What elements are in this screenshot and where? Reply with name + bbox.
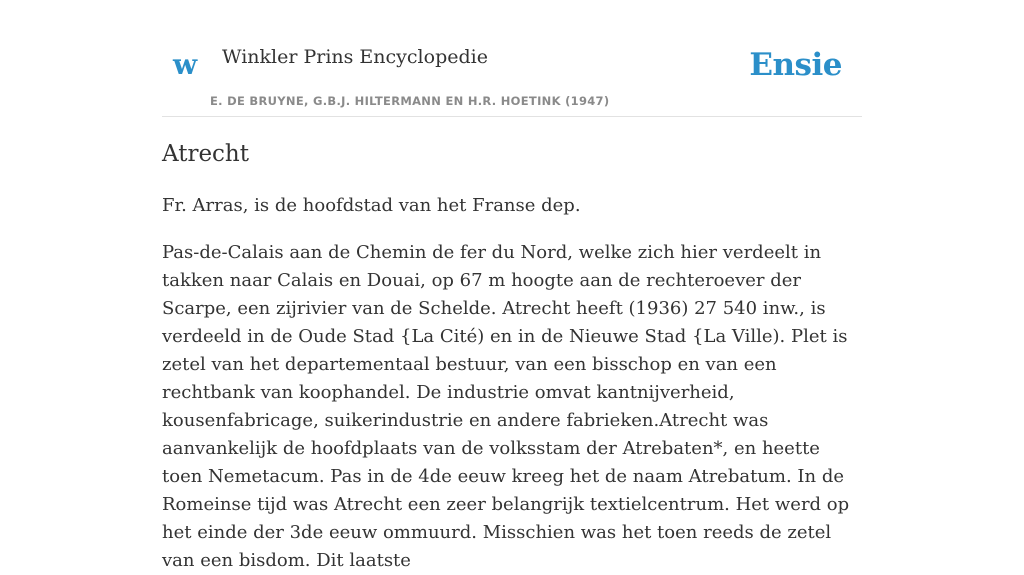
article-title: Atrecht <box>162 141 249 167</box>
article-paragraph: Fr. Arras, is de hoofdstad van het Franse dep. <box>162 195 581 216</box>
ensie-logo[interactable]: Ensie <box>749 47 842 83</box>
article-paragraph: Pas-de-Calais aan de Chemin de fer du Nord, welke zich hier verdeelt in takken naar Calais en Douai, op 67 m hoogte aan de rechteroever der Scarpe, een zijrivier van de Schelde. Atrecht heeft (1936) 27 540 inw., is verdeeld in de Oude Stad {La Cité) en in de Nieuwe Stad {La Ville). Plet is zetel van het departementaal bestuur, van een bisschop en van een rechtbank van koophandel. De industrie omvat kantnijverheid, kousenfabricage, suikerindustrie en andere fabrieken.Atrecht was aanvankelijk de hoofdplaats van de volksstam der Atrebaten*, en heette toen Nemetacum. Pas in de 4de eeuw kreeg het de naam Atrebatum. In de Romeinse tijd was Atrecht een zeer belangrijk textielcentrum. Het werd op het einde der 3de eeuw ommuurd. Misschien was het toen reeds de zetel van een bisdom. Dit laatste <box>162 242 850 571</box>
publication-logo[interactable]: w <box>173 48 198 81</box>
publication-authors: E. DE BRUYNE, G.B.J. HILTERMANN EN H.R. HOETINK (1947) <box>210 94 610 108</box>
article <box>162 138 862 575</box>
site-header <box>162 0 862 117</box>
publication-title[interactable]: Winkler Prins Encyclopedie <box>222 46 488 68</box>
